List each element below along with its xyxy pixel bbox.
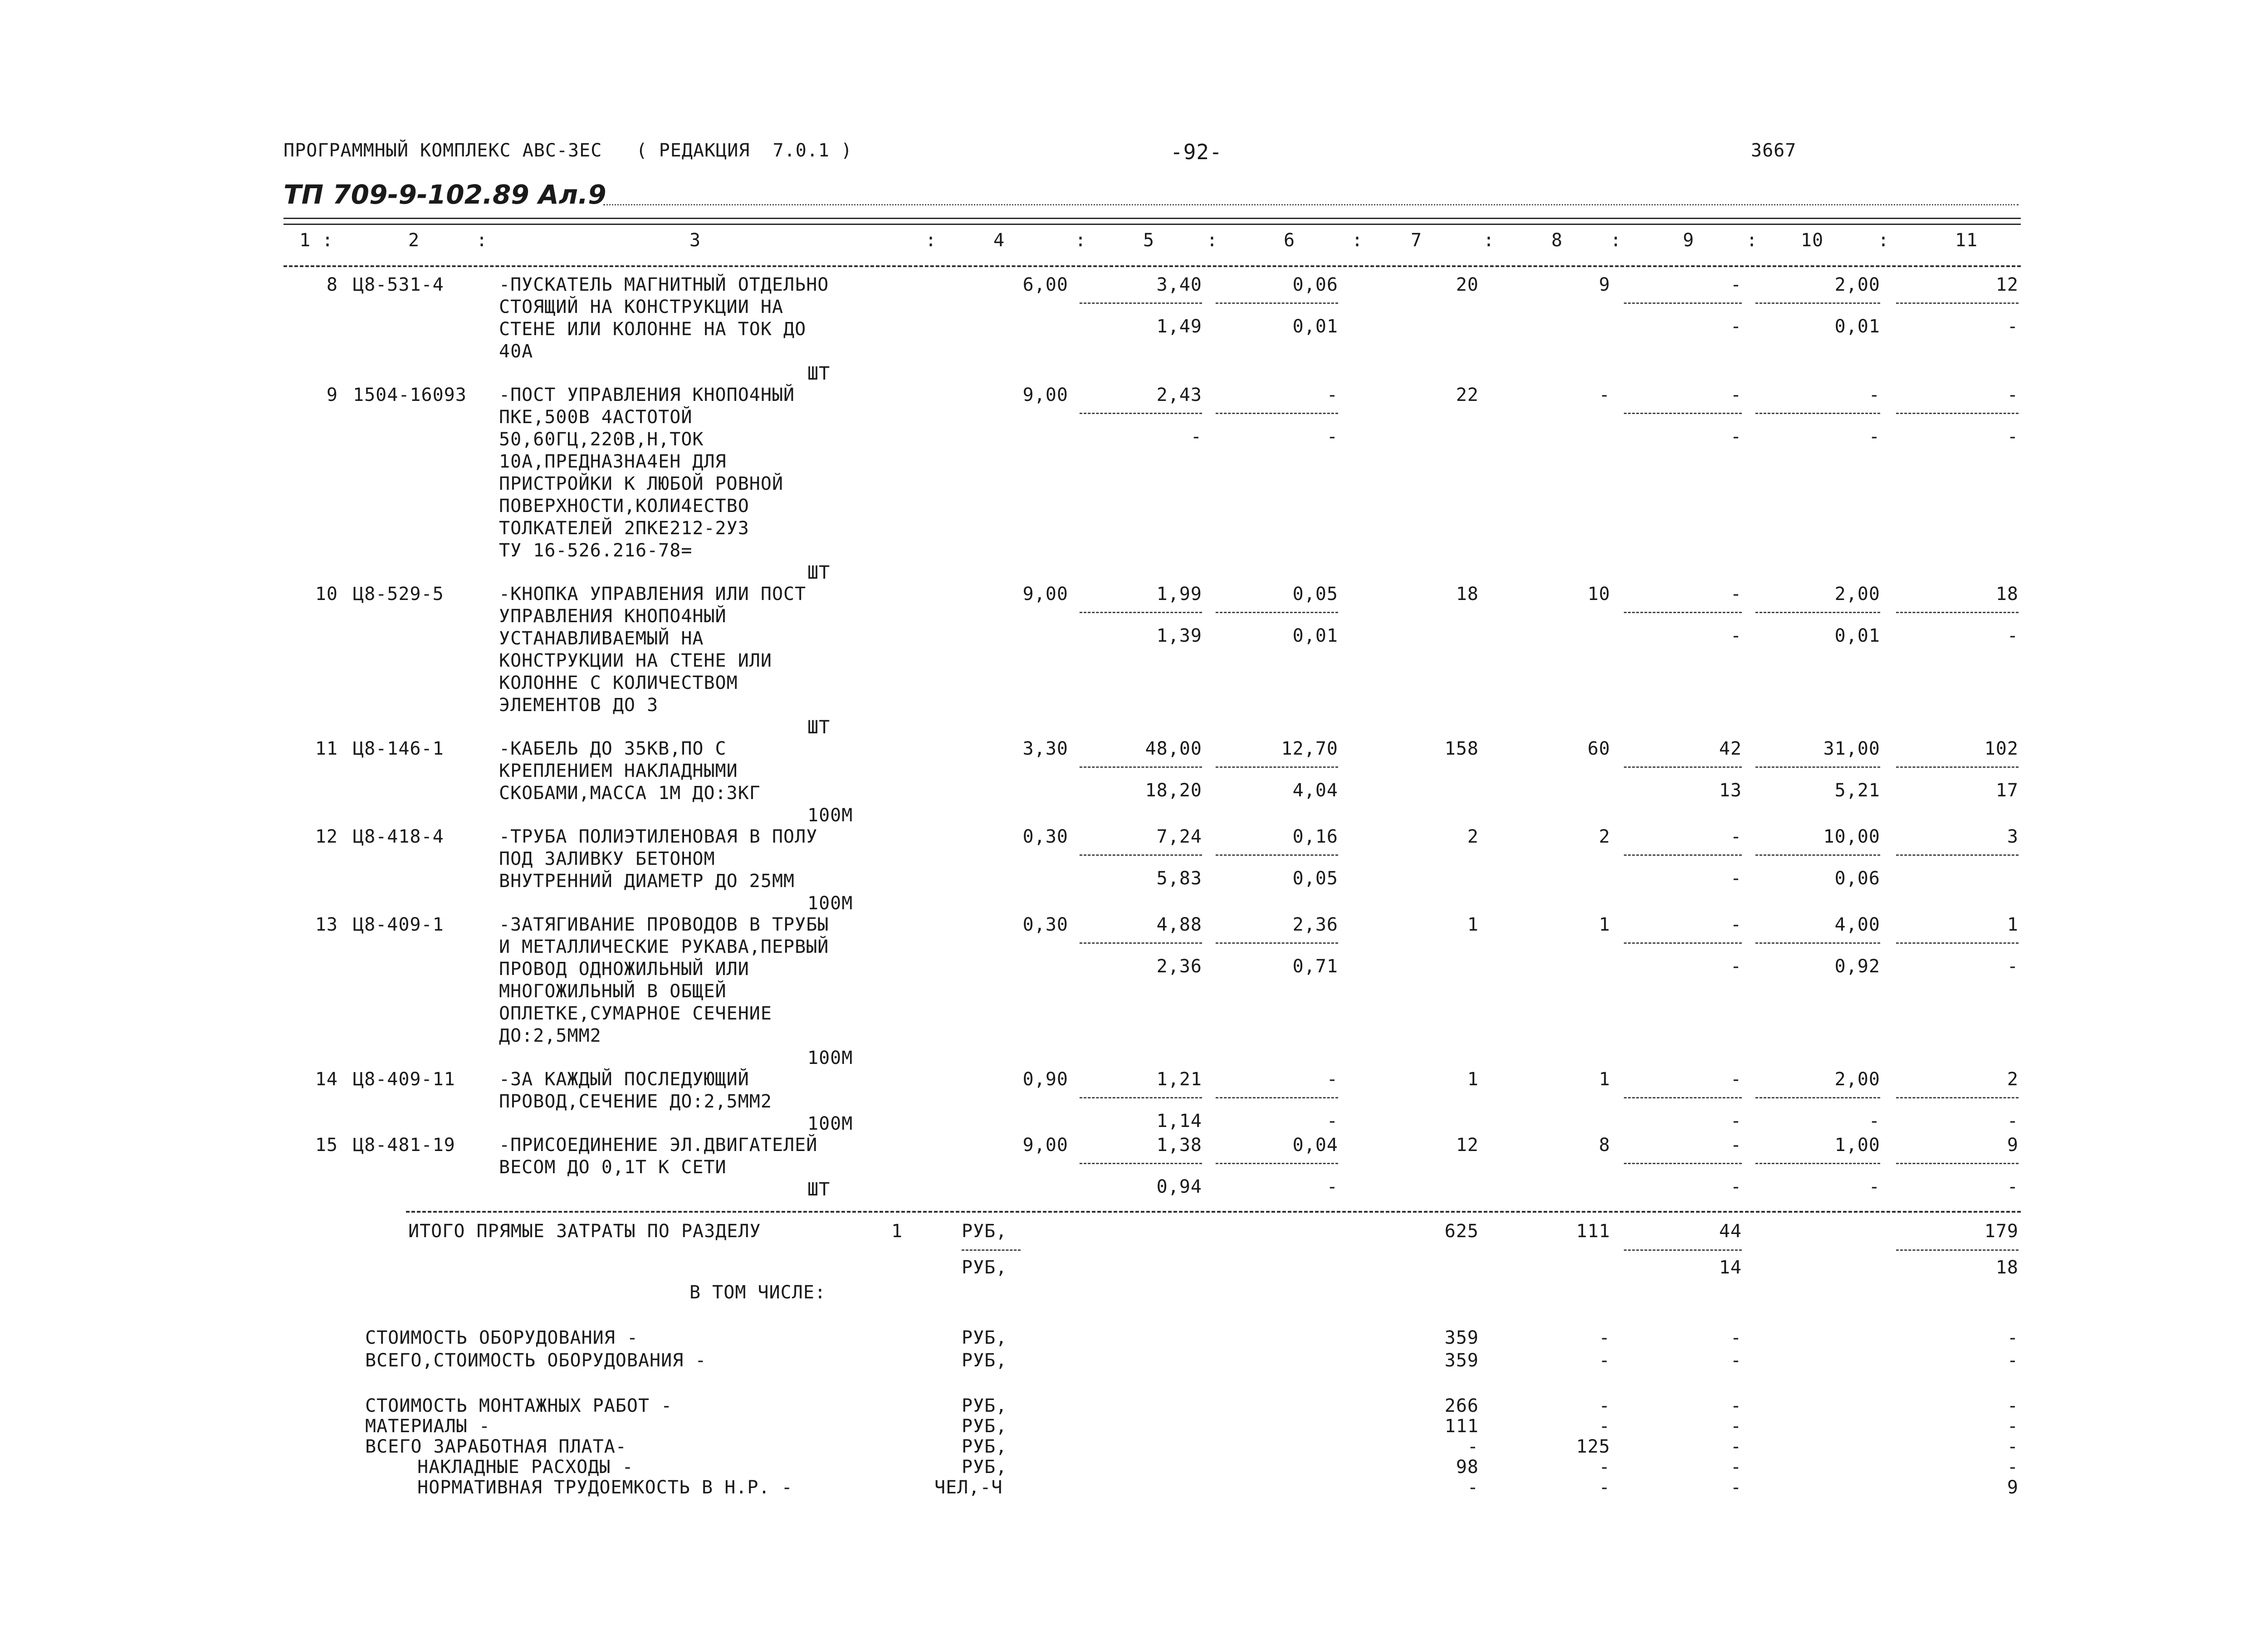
cell-c10-sub: 5,21 <box>1834 780 1880 801</box>
row-description-line: КОНСТРУКЦИИ НА СТЕНЕ ИЛИ <box>499 650 772 671</box>
row-unit: 100М <box>807 1113 853 1134</box>
cell-c9: - <box>1730 584 1742 605</box>
cell-c6-sub: 0,71 <box>1292 956 1338 977</box>
summary-c9: - <box>1730 1457 1742 1478</box>
summary-unit: РУБ, <box>962 1327 1007 1348</box>
summary-c11: - <box>2007 1327 2019 1348</box>
fraction-rule <box>1080 942 1202 944</box>
total-unit: РУБ, <box>962 1221 1007 1242</box>
cell-c6: - <box>1326 1069 1338 1090</box>
row-description-line: ПРИСТРОЙКИ К ЛЮБОЙ РОВНОЙ <box>499 473 784 494</box>
row-description-line: ВЕСОМ ДО 0,1Т К СЕТИ <box>499 1157 727 1178</box>
row-description-line: УСТАНАВЛИВАЕМЫЙ НА <box>499 628 704 649</box>
cell-c11: 12 <box>1995 274 2019 295</box>
cell-c7: 1 <box>1467 914 1479 935</box>
page-number: -92- <box>1170 140 1222 164</box>
cell-c11: 2 <box>2007 1069 2019 1090</box>
row-code: Ц8-529-5 <box>353 584 444 605</box>
row-code: 1504-16093 <box>353 385 467 405</box>
column-header-cell: : <box>476 230 488 251</box>
cell-c9-sub: - <box>1730 956 1742 977</box>
document-number: 3667 <box>1751 140 1797 161</box>
cell-c6-sub: - <box>1326 1176 1338 1197</box>
cell-c9-sub: - <box>1730 1111 1742 1132</box>
row-description-line: СТЕНЕ ИЛИ КОЛОННЕ НА ТОК ДО <box>499 319 807 340</box>
cell-c6-sub: 4,04 <box>1292 780 1338 801</box>
fraction-rule <box>1624 612 1742 613</box>
row-quantity: 6,00 <box>1022 274 1068 295</box>
row-description-line: И МЕТАЛЛИЧЕСКИЕ РУКАВА,ПЕРВЫЙ <box>499 937 829 957</box>
summary-label: МАТЕРИАЛЫ - <box>365 1416 490 1437</box>
header-bottom-rule <box>284 265 2021 267</box>
cell-c5-sub: 2,36 <box>1156 956 1202 977</box>
row-description-line: СТОЯЩИЙ НА КОНСТРУКЦИИ НА <box>499 297 784 317</box>
row-description-line: 40А <box>499 341 533 362</box>
summary-c8: - <box>1598 1327 1610 1348</box>
row-unit: ШТ <box>807 1179 831 1200</box>
cell-c6: 12,70 <box>1281 738 1338 759</box>
row-description-line: ЭЛЕМЕНТОВ ДО 3 <box>499 695 659 716</box>
cell-c11: 1 <box>2007 914 2019 935</box>
summary-c8: - <box>1598 1477 1610 1498</box>
row-quantity: 9,00 <box>1022 385 1068 405</box>
column-header-cell: 5 <box>1143 230 1155 251</box>
cell-c10: 1,00 <box>1834 1135 1880 1156</box>
summary-unit: РУБ, <box>962 1395 1007 1416</box>
fraction-rule <box>1216 1163 1338 1164</box>
row-number: 14 <box>315 1069 338 1090</box>
cell-c6: - <box>1326 385 1338 405</box>
cell-c9-sub: 13 <box>1719 780 1742 801</box>
row-unit: ШТ <box>807 562 831 583</box>
cell-c7: 2 <box>1467 826 1479 847</box>
cell-c10-sub: - <box>1868 1111 1880 1132</box>
fraction-rule <box>1896 854 2019 856</box>
column-header-cell: 11 <box>1955 230 1978 251</box>
fraction-rule <box>1755 854 1880 856</box>
cell-c9-sub: - <box>1730 1176 1742 1197</box>
cell-c11-sub: - <box>2007 625 2019 646</box>
total-c7: 625 <box>1444 1221 1479 1242</box>
row-description-line: -КНОПКА УПРАВЛЕНИЯ ИЛИ ПОСТ <box>499 584 807 605</box>
total-label: ИТОГО ПРЯМЫЕ ЗАТРАТЫ ПО РАЗДЕЛУ <box>408 1221 761 1242</box>
stamp-dotted-line <box>603 204 2019 205</box>
cell-c11-sub: - <box>2007 316 2019 337</box>
cell-c5: 48,00 <box>1145 738 1202 759</box>
row-code: Ц8-481-19 <box>353 1135 455 1156</box>
row-description-line: -ТРУБА ПОЛИЭТИЛЕНОВАЯ В ПОЛУ <box>499 826 818 847</box>
row-code: Ц8-409-1 <box>353 914 444 935</box>
cell-c6-sub: 0,01 <box>1292 625 1338 646</box>
row-number: 12 <box>315 826 338 847</box>
fraction-rule <box>1080 612 1202 613</box>
fraction-rule <box>1080 1097 1202 1098</box>
row-number: 9 <box>326 385 338 405</box>
row-number: 8 <box>326 274 338 295</box>
fraction-rule <box>1755 302 1880 304</box>
fraction-rule <box>1896 612 2019 613</box>
summary-label: НОРМАТИВНАЯ ТРУДОЕМКОСТЬ В Н.Р. - <box>417 1477 793 1498</box>
fraction-rule <box>1896 766 2019 768</box>
cell-c10: 31,00 <box>1823 738 1880 759</box>
total-c11: 179 <box>1984 1221 2019 1242</box>
cell-c11: 9 <box>2007 1135 2019 1156</box>
fraction-rule <box>1624 942 1742 944</box>
cell-c9: - <box>1730 1135 1742 1156</box>
fraction-rule <box>1896 942 2019 944</box>
cell-c6: 2,36 <box>1292 914 1338 935</box>
summary-c8: - <box>1598 1395 1610 1416</box>
row-number: 15 <box>315 1135 338 1156</box>
cell-c5-sub: - <box>1190 426 1202 447</box>
row-description-line: -ПРИСОЕДИНЕНИЕ ЭЛ.ДВИГАТЕЛЕЙ <box>499 1135 818 1156</box>
cell-c10: 10,00 <box>1823 826 1880 847</box>
cell-c10: - <box>1868 385 1880 405</box>
cell-c9: - <box>1730 914 1742 935</box>
cell-c5: 2,43 <box>1156 385 1202 405</box>
fraction-rule <box>1216 413 1338 414</box>
cell-c11-sub: - <box>2007 956 2019 977</box>
program-header: ПРОГРАММНЫЙ КОМПЛЕКС АВС-3ЕС ( РЕДАКЦИЯ 7.0.1 ) <box>284 140 853 161</box>
cell-c10-sub: 0,01 <box>1834 625 1880 646</box>
cell-c10: 2,00 <box>1834 274 1880 295</box>
row-description-line: ПОД ЗАЛИВКУ БЕТОНОМ <box>499 849 715 869</box>
cell-c10: 4,00 <box>1834 914 1880 935</box>
row-description-line: -ЗАТЯГИВАНИЕ ПРОВОДОВ В ТРУБЫ <box>499 914 829 935</box>
total-rule <box>1624 1249 1742 1251</box>
cell-c9: - <box>1730 385 1742 405</box>
row-quantity: 3,30 <box>1022 738 1068 759</box>
total-c9: 44 <box>1719 1221 1742 1242</box>
summary-c8: - <box>1598 1416 1610 1437</box>
fraction-rule <box>1755 612 1880 613</box>
fraction-rule <box>1216 1097 1338 1098</box>
row-description-line: ПОВЕРХНОСТИ,КОЛИ4ЕСТВО <box>499 496 749 517</box>
cell-c5: 1,21 <box>1156 1069 1202 1090</box>
column-header-cell: 8 <box>1551 230 1563 251</box>
cell-c11-sub: - <box>2007 1176 2019 1197</box>
total-c9-sub: 14 <box>1719 1257 1742 1278</box>
fraction-rule <box>1216 942 1338 944</box>
fraction-rule <box>1080 854 1202 856</box>
summary-c11: - <box>2007 1350 2019 1371</box>
cell-c10-sub: 0,92 <box>1834 956 1880 977</box>
table-top-rule <box>284 218 2021 219</box>
summary-c9: - <box>1730 1477 1742 1498</box>
row-unit: ШТ <box>807 363 831 384</box>
row-number: 13 <box>315 914 338 935</box>
summary-c7: 98 <box>1456 1457 1479 1478</box>
cell-c10: 2,00 <box>1834 1069 1880 1090</box>
cell-c11-sub: - <box>2007 426 2019 447</box>
row-description-line: -КАБЕЛЬ ДО 35КВ,ПО С <box>499 738 727 759</box>
summary-c9: - <box>1730 1436 1742 1457</box>
fraction-rule <box>1080 413 1202 414</box>
cell-c5-sub: 1,39 <box>1156 625 1202 646</box>
cell-c9-sub: - <box>1730 625 1742 646</box>
fraction-rule <box>1896 1163 2019 1164</box>
row-unit: ШТ <box>807 717 831 738</box>
fraction-rule <box>1896 1097 2019 1098</box>
row-code: Ц8-146-1 <box>353 738 444 759</box>
including-label: В ТОМ ЧИСЛЕ: <box>689 1282 826 1303</box>
fraction-rule <box>1624 413 1742 414</box>
cell-c8: 60 <box>1587 738 1610 759</box>
row-description-line: -ПОСТ УПРАВЛЕНИЯ КНОПО4НЫЙ <box>499 385 795 405</box>
fraction-rule <box>1896 413 2019 414</box>
fraction-rule <box>1624 1163 1742 1164</box>
fraction-rule <box>1216 854 1338 856</box>
summary-label: СТОИМОСТЬ ОБОРУДОВАНИЯ - <box>365 1327 638 1348</box>
fraction-rule <box>1624 854 1742 856</box>
summary-c7: 111 <box>1444 1416 1479 1437</box>
summary-c7: 359 <box>1444 1327 1479 1348</box>
fraction-rule <box>1080 302 1202 304</box>
row-number: 10 <box>315 584 338 605</box>
cell-c6: 0,05 <box>1292 584 1338 605</box>
row-description-line: -ПУСКАТЕЛЬ МАГНИТНЫЙ ОТДЕЛЬНО <box>499 274 829 295</box>
cell-c7: 18 <box>1456 584 1479 605</box>
row-description-line: УПРАВЛЕНИЯ КНОПО4НЫЙ <box>499 606 727 627</box>
total-unit-rule <box>962 1249 1021 1251</box>
cell-c11: - <box>2007 385 2019 405</box>
column-header-cell: 6 <box>1284 230 1295 251</box>
column-header-cell: : <box>1075 230 1087 251</box>
fraction-rule <box>1755 1097 1880 1098</box>
column-header-cell: 10 <box>1801 230 1824 251</box>
total-rule <box>1896 1249 2019 1251</box>
cell-c8: 8 <box>1598 1135 1610 1156</box>
row-description-line: КОЛОННЕ С КОЛИЧЕСТВОМ <box>499 673 738 693</box>
cell-c6-sub: - <box>1326 426 1338 447</box>
column-header-cell: 9 <box>1683 230 1695 251</box>
summary-c11: - <box>2007 1436 2019 1457</box>
fraction-rule <box>1624 1097 1742 1098</box>
fraction-rule <box>1755 942 1880 944</box>
row-description-line: ПРОВОД,СЕЧЕНИЕ ДО:2,5ММ2 <box>499 1091 772 1112</box>
cell-c6-sub: 0,01 <box>1292 316 1338 337</box>
cell-c9-sub: - <box>1730 426 1742 447</box>
row-description-line: ТОЛКАТЕЛЕЙ 2ПКЕ212-2У3 <box>499 518 749 539</box>
row-description-line: 10А,ПРЕДНАЗНА4ЕН ДЛЯ <box>499 451 727 472</box>
column-header-cell: : <box>925 230 937 251</box>
cell-c9-sub: - <box>1730 316 1742 337</box>
total-section: 1 <box>891 1221 903 1242</box>
column-header-cell: : <box>1746 230 1758 251</box>
row-code: Ц8-531-4 <box>353 274 444 295</box>
column-header-cell: : <box>322 230 334 251</box>
row-description-line: ОПЛЕТКЕ,СУМАРНОЕ СЕЧЕНИЕ <box>499 1003 772 1024</box>
cell-c6: 0,06 <box>1292 274 1338 295</box>
row-description-line: -ЗА КАЖДЫЙ ПОСЛЕДУЮЩИЙ <box>499 1069 749 1090</box>
summary-c8: - <box>1598 1457 1610 1478</box>
row-unit: 100М <box>807 893 853 914</box>
cell-c7: 158 <box>1444 738 1479 759</box>
summary-unit: РУБ, <box>962 1416 1007 1437</box>
cell-c5-sub: 5,83 <box>1156 868 1202 889</box>
summary-label: ВСЕГО ЗАРАБОТНАЯ ПЛАТА- <box>365 1436 627 1457</box>
total-unit-2: РУБ, <box>962 1257 1007 1278</box>
fraction-rule <box>1080 1163 1202 1164</box>
summary-unit: РУБ, <box>962 1457 1007 1478</box>
cell-c10-sub: - <box>1868 426 1880 447</box>
cell-c9: - <box>1730 826 1742 847</box>
summary-c7: 266 <box>1444 1395 1479 1416</box>
cell-c5-sub: 1,14 <box>1156 1111 1202 1132</box>
row-description-line: ПРОВОД ОДНОЖИЛЬНЫЙ ИЛИ <box>499 959 749 980</box>
cell-c7: 20 <box>1456 274 1479 295</box>
cell-c7: 12 <box>1456 1135 1479 1156</box>
summary-unit: РУБ, <box>962 1350 1007 1371</box>
cell-c6: 0,04 <box>1292 1135 1338 1156</box>
summary-c9: - <box>1730 1416 1742 1437</box>
summary-c7: - <box>1467 1436 1479 1457</box>
row-unit: 100М <box>807 805 853 826</box>
cell-c9: 42 <box>1719 738 1742 759</box>
cell-c8: 2 <box>1598 826 1610 847</box>
row-description-line: КРЕПЛЕНИЕМ НАКЛАДНЫМИ <box>499 761 738 781</box>
cell-c5: 4,88 <box>1156 914 1202 935</box>
fraction-rule <box>1216 302 1338 304</box>
cell-c9: - <box>1730 274 1742 295</box>
fraction-rule <box>1896 302 2019 304</box>
fraction-rule <box>1755 413 1880 414</box>
column-header-cell: : <box>1352 230 1364 251</box>
cell-c6-sub: - <box>1326 1111 1338 1132</box>
row-description-line: СКОБАМИ,МАССА 1М ДО:3КГ <box>499 783 761 804</box>
cell-c9-sub: - <box>1730 868 1742 889</box>
column-header-cell: : <box>1207 230 1218 251</box>
summary-label: СТОИМОСТЬ МОНТАЖНЫХ РАБОТ - <box>365 1395 673 1416</box>
table-bottom-rule <box>406 1211 2021 1213</box>
summary-c8: 125 <box>1576 1436 1610 1457</box>
cell-c5-sub: 18,20 <box>1145 780 1202 801</box>
fraction-rule <box>1755 1163 1880 1164</box>
cell-c11-sub: 17 <box>1995 780 2019 801</box>
cell-c11: 18 <box>1995 584 2019 605</box>
cell-c8: - <box>1598 385 1610 405</box>
cell-c5: 7,24 <box>1156 826 1202 847</box>
column-header-cell: 7 <box>1411 230 1422 251</box>
column-header-cell: 4 <box>993 230 1005 251</box>
cell-c8: 1 <box>1598 914 1610 935</box>
cell-c7: 22 <box>1456 385 1479 405</box>
summary-c11: 9 <box>2007 1477 2019 1498</box>
summary-label: НАКЛАДНЫЕ РАСХОДЫ - <box>417 1457 634 1478</box>
row-quantity: 0,30 <box>1022 826 1068 847</box>
fraction-rule <box>1624 766 1742 768</box>
cell-c6: 0,16 <box>1292 826 1338 847</box>
summary-c8: - <box>1598 1350 1610 1371</box>
total-c8: 111 <box>1576 1221 1610 1242</box>
row-description-line: 50,60ГЦ,220В,Н,ТОК <box>499 429 704 450</box>
table-top-rule-2 <box>284 224 2021 225</box>
row-description-line: ДО:2,5ММ2 <box>499 1025 601 1046</box>
summary-unit: ЧЕЛ,-Ч <box>934 1477 1003 1498</box>
summary-c7: - <box>1467 1477 1479 1498</box>
row-description-line: ПКЕ,500В 4АСТОТОЙ <box>499 407 693 428</box>
summary-c11: - <box>2007 1395 2019 1416</box>
row-description-line: ТУ 16-526.216-78= <box>499 540 693 561</box>
total-c11-sub: 18 <box>1995 1257 2019 1278</box>
row-quantity: 9,00 <box>1022 584 1068 605</box>
cell-c11-sub: - <box>2007 1111 2019 1132</box>
column-header-cell: 1 <box>299 230 311 251</box>
cell-c5: 1,38 <box>1156 1135 1202 1156</box>
row-description-line: МНОГОЖИЛЬНЫЙ В ОБЩЕЙ <box>499 981 727 1002</box>
cell-c5-sub: 0,94 <box>1156 1176 1202 1197</box>
column-header-cell: 3 <box>689 230 701 251</box>
row-quantity: 0,30 <box>1022 914 1068 935</box>
row-quantity: 9,00 <box>1022 1135 1068 1156</box>
column-header-cell: : <box>1483 230 1495 251</box>
fraction-rule <box>1624 302 1742 304</box>
fraction-rule <box>1755 766 1880 768</box>
cell-c5: 3,40 <box>1156 274 1202 295</box>
summary-unit: РУБ, <box>962 1436 1007 1457</box>
fraction-rule <box>1080 766 1202 768</box>
cell-c8: 10 <box>1587 584 1610 605</box>
row-code: Ц8-409-11 <box>353 1069 455 1090</box>
project-stamp: ТП 709-9-102.89 Ал.9 <box>284 179 606 210</box>
fraction-rule <box>1216 766 1338 768</box>
cell-c9: - <box>1730 1069 1742 1090</box>
summary-c9: - <box>1730 1395 1742 1416</box>
cell-c11: 102 <box>1984 738 2019 759</box>
summary-c9: - <box>1730 1327 1742 1348</box>
row-number: 11 <box>315 738 338 759</box>
cell-c8: 1 <box>1598 1069 1610 1090</box>
cell-c10-sub: 0,06 <box>1834 868 1880 889</box>
cell-c10-sub: 0,01 <box>1834 316 1880 337</box>
cell-c10-sub: - <box>1868 1176 1880 1197</box>
cell-c8: 9 <box>1598 274 1610 295</box>
cell-c10: 2,00 <box>1834 584 1880 605</box>
cell-c5-sub: 1,49 <box>1156 316 1202 337</box>
row-unit: 100М <box>807 1048 853 1068</box>
column-header-cell: : <box>1610 230 1622 251</box>
column-header-cell: : <box>1878 230 1890 251</box>
summary-c11: - <box>2007 1416 2019 1437</box>
cell-c6-sub: 0,05 <box>1292 868 1338 889</box>
cell-c11: 3 <box>2007 826 2019 847</box>
row-description-line: ВНУТРЕННИЙ ДИАМЕТР ДО 25ММ <box>499 871 795 892</box>
cell-c5: 1,99 <box>1156 584 1202 605</box>
row-code: Ц8-418-4 <box>353 826 444 847</box>
summary-c7: 359 <box>1444 1350 1479 1371</box>
column-header-cell: 2 <box>408 230 420 251</box>
fraction-rule <box>1216 612 1338 613</box>
summary-c11: - <box>2007 1457 2019 1478</box>
row-quantity: 0,90 <box>1022 1069 1068 1090</box>
summary-label: ВСЕГО,СТОИМОСТЬ ОБОРУДОВАНИЯ - <box>365 1350 707 1371</box>
summary-c9: - <box>1730 1350 1742 1371</box>
cell-c7: 1 <box>1467 1069 1479 1090</box>
